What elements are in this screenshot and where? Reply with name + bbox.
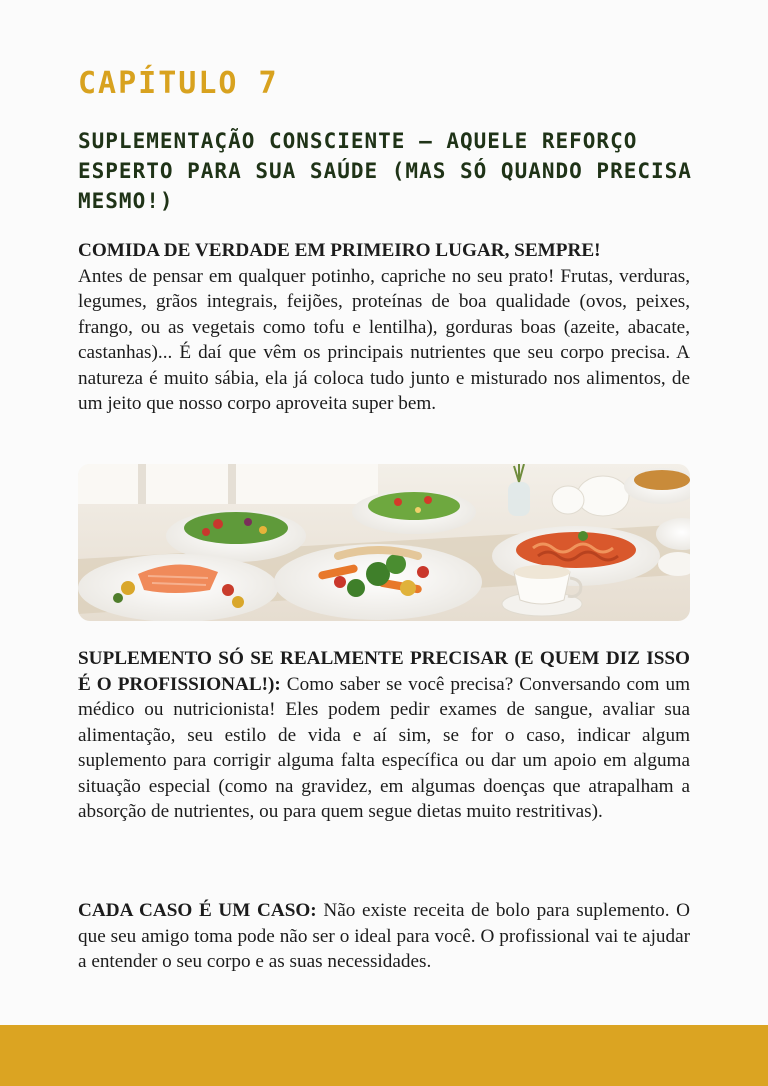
section-each-case-body: Não existe receita de bolo para suplemento. O que seu amigo toma pode não ser o ideal para você. O profissional vai te ajudar a entender o seu corpo e as suas necessidades. — [78, 900, 690, 972]
section-supplement-heading: SUPLEMENTO SÓ SE REALMENTE PRECISAR (E QUEM DIZ ISSO É O PROFISSIONAL!): — [78, 648, 690, 695]
section-supplement-body: Como saber se você precisa? Conversando com um médico ou nutricionista! Eles podem pedir exames de sangue, avaliar sua alimentação, seu estilo de vida e aí sim, se for o caso, indicar algum suplemento para corrigir alguma falta específica ou dar um apoio em alguma situação especial (como na gravidez, em algumas doenças que atrapalham a absorção de nutrientes, ou para quem segue dietas muito restritivas). — [78, 673, 690, 822]
section-food-first — [78, 238, 690, 417]
section-each-case-heading: CADA CASO É UM CASO: — [78, 900, 317, 921]
section-each-case — [78, 898, 690, 975]
section-food-first-body: Antes de pensar em qualquer potinho, capriche no seu prato! Frutas, verduras, legumes, grãos integrais, feijões, proteínas de boa qualidade (ovos, peixes, frango, ou as vegetais como tofu e lentilha), gorduras boas (azeite, abacate, castanhas)... É daí que vêm os principais nutrientes que seu corpo precisa. A natureza é muito sábia, ela já coloca tudo junto e misturado nos alimentos, de um jeito que nosso corpo aproveita super bem. — [78, 265, 690, 414]
footer-bar — [0, 1025, 768, 1086]
chapter-label: CAPÍTULO 7 — [78, 66, 279, 101]
section-food-first-heading: COMIDA DE VERDADE EM PRIMEIRO LUGAR, SEMPRE! — [78, 240, 601, 261]
chapter-title: SUPLEMENTAÇÃO CONSCIENTE – AQUELE REFORÇO ESPERTO PARA SUA SAÚDE (MAS SÓ QUANDO PRECISA MESMO!) — [78, 129, 692, 213]
section-supplement-if-needed — [78, 646, 690, 825]
healthy-meals-photo — [78, 464, 690, 621]
